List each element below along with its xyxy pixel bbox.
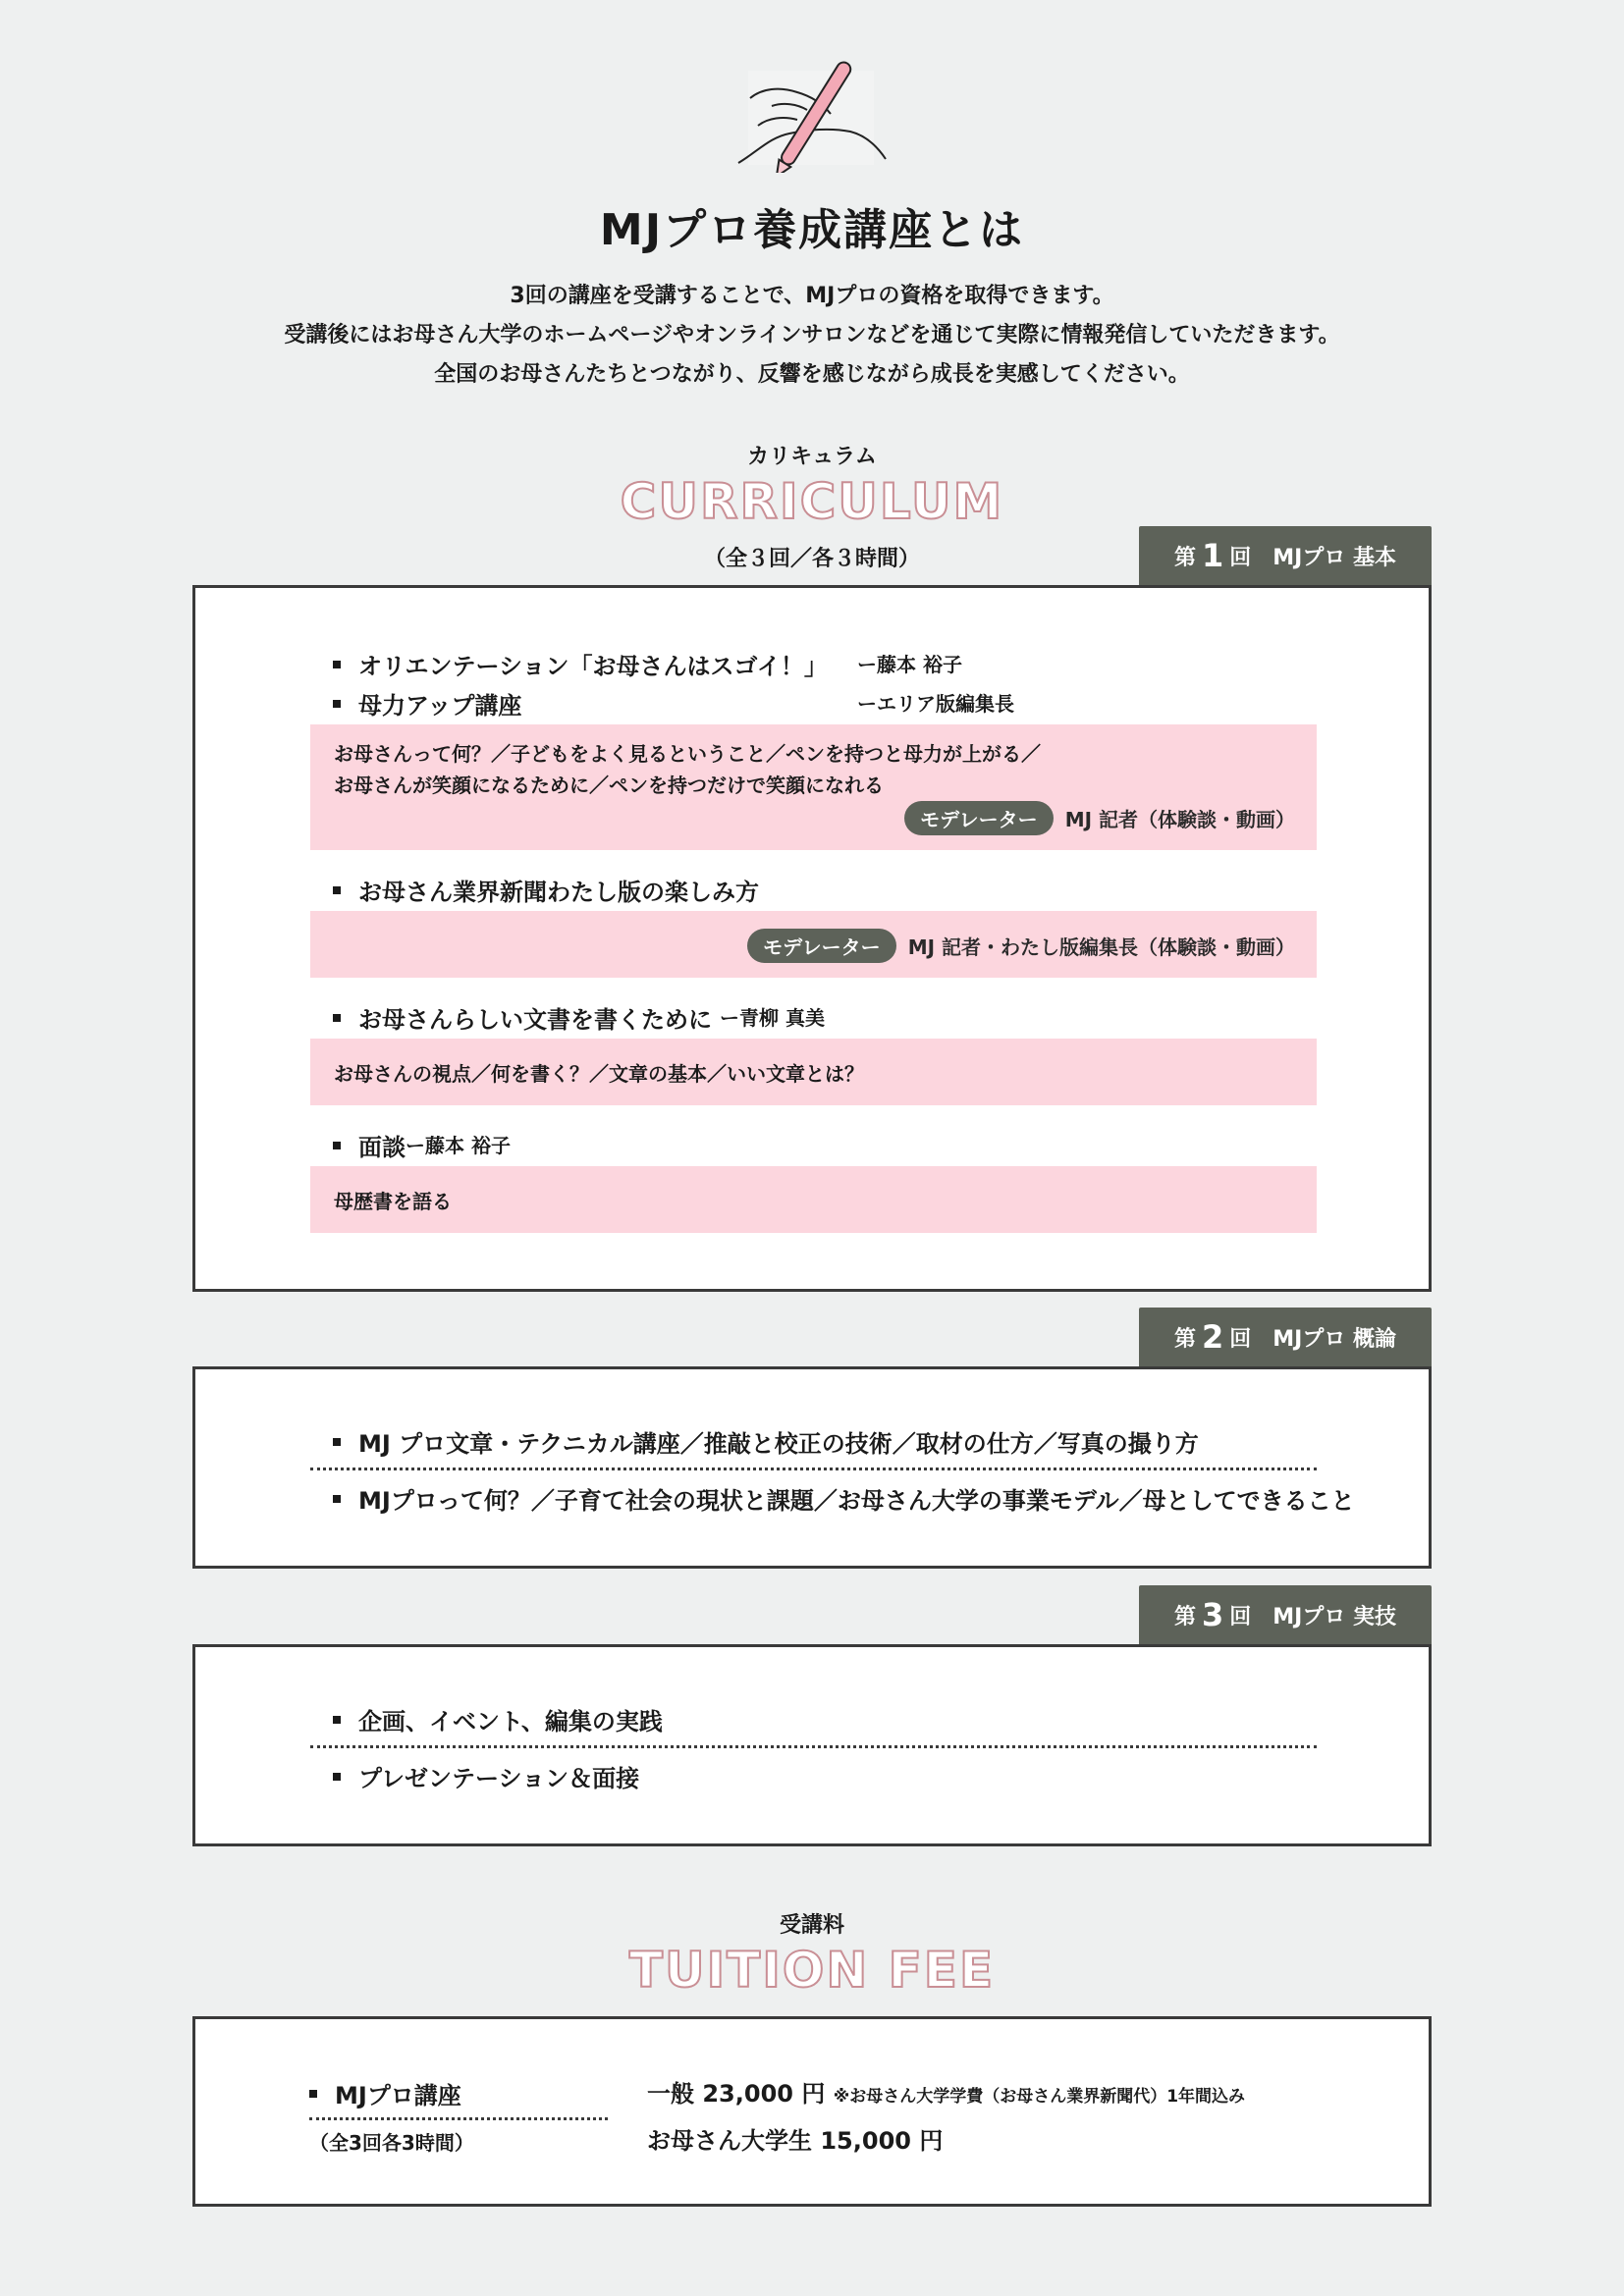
general-price: 23,000 円: [702, 2080, 826, 2108]
page-title: MJプロ養成講座とは: [599, 205, 1025, 255]
general-note: ※お母さん大学学費（お母さん業界新聞代）1年間込み: [833, 2087, 1246, 2107]
detail-text: お母さんが笑顔になるために／ペンを持つだけで笑顔になれる: [334, 774, 884, 797]
course-title: MJプロ講座: [335, 2082, 461, 2109]
moderator-row: [747, 929, 1295, 963]
item-title: MJ プロ文章・テクニカル講座／推敲と校正の技術／取材の仕方／写真の撮り方: [358, 1430, 1199, 1458]
bullet-icon: [309, 2090, 317, 2098]
moderator-text: MJ 記者（体験談・動画）: [1064, 808, 1295, 831]
list-item: [333, 1702, 663, 1736]
bullet-icon: [333, 1142, 341, 1149]
student-price: 15,000 円: [820, 2127, 944, 2155]
bullet-icon: [333, 1495, 341, 1503]
detail-box: [310, 1166, 1317, 1233]
session-prefix: 第: [1173, 545, 1196, 570]
moderator-badge: モデレーター: [747, 929, 896, 963]
list-item: [333, 1000, 712, 1035]
bullet-icon: [333, 1438, 341, 1446]
moderator-row: [904, 801, 1295, 835]
curriculum-note: （全３回／各３時間）: [703, 547, 920, 571]
detail-text: 母歴書を語る: [334, 1190, 452, 1213]
session-2-tab: [1139, 1308, 1432, 1366]
speaker: ーエリア版編集長: [857, 692, 1014, 716]
session-round: 回: [1229, 545, 1252, 570]
item-title: 母力アップ講座: [358, 692, 522, 720]
speaker: ー藤本 裕子: [857, 653, 962, 676]
curriculum-label-en: CURRICULUM: [620, 473, 1004, 530]
session-1-tab: [1139, 526, 1432, 585]
session-name: MJプロ 実技: [1272, 1604, 1397, 1629]
item-title: プレゼンテーション＆面接: [358, 1765, 640, 1792]
list-item: [333, 1128, 406, 1162]
session-name: MJプロ 基本: [1272, 545, 1397, 570]
session-2-box: [192, 1366, 1432, 1569]
bullet-icon: [333, 1773, 341, 1781]
session-number: 3: [1201, 1596, 1224, 1633]
course-name: [309, 2076, 461, 2110]
intro-line: 全国のお母さんたちとつながり、反響を感じながら成長を実感してください。: [434, 362, 1190, 387]
detail-box: [310, 1039, 1317, 1105]
list-item: [333, 873, 759, 907]
item-title: お母さんらしい文書を書くために: [358, 1006, 712, 1034]
tuition-label-en: TUITION FEE: [628, 1942, 996, 1999]
session-3-box: [192, 1644, 1432, 1846]
speaker: ー藤本 裕子: [406, 1134, 511, 1157]
session-number: 2: [1201, 1318, 1224, 1356]
list-item: [333, 686, 521, 721]
bullet-icon: [333, 661, 341, 668]
intro-line: 3回の講座を受講することで、MJプロの資格を取得できます。: [510, 284, 1114, 308]
moderator-badge: モデレーター: [904, 801, 1054, 835]
item-title: オリエンテーション「お母さんはスゴイ！」: [358, 653, 828, 680]
list-item: [333, 1759, 639, 1793]
session-round: 回: [1229, 1604, 1252, 1629]
list-item: [333, 1424, 1199, 1459]
moderator-text: MJ 記者・わたし版編集長（体験談・動画）: [907, 935, 1295, 959]
general-fee: [647, 2074, 1245, 2109]
curriculum-label-ja: カリキュラム: [747, 445, 877, 469]
divider: [309, 2117, 608, 2120]
session-prefix: 第: [1173, 1326, 1196, 1352]
session-3-tab: [1139, 1585, 1432, 1644]
list-item: [333, 647, 828, 681]
detail-text: お母さんの視点／何を書く？／文章の基本／いい文章とは？: [334, 1062, 864, 1086]
session-number: 1: [1201, 537, 1224, 574]
bullet-icon: [333, 1716, 341, 1724]
item-title: 企画、イベント、編集の実践: [358, 1708, 663, 1735]
detail-text: お母さんって何？／子どもをよく見るということ／ペンを持つと母力が上がる／: [334, 742, 1041, 766]
item-title: MJプロって何？／子育て社会の現状と課題／お母さん大学の事業モデル／母としてできること: [358, 1487, 1355, 1515]
bullet-icon: [333, 1014, 341, 1022]
list-item: [333, 1481, 1355, 1516]
session-prefix: 第: [1173, 1604, 1196, 1629]
intro-text: [0, 277, 1624, 395]
student-label: お母さん大学生: [647, 2127, 812, 2155]
session-round: 回: [1229, 1326, 1252, 1352]
divider: [310, 1745, 1317, 1748]
general-label: 一般: [647, 2080, 694, 2108]
tuition-label-ja: 受講料: [779, 1913, 844, 1938]
detail-box: [310, 911, 1317, 978]
course-note: （全3回各3時間）: [309, 2131, 474, 2155]
session-name: MJプロ 概論: [1272, 1326, 1397, 1352]
bullet-icon: [333, 700, 341, 708]
tuition-box: [192, 2016, 1432, 2207]
divider: [310, 1468, 1317, 1470]
pen-hand-icon: [729, 57, 895, 173]
student-fee: [647, 2121, 943, 2156]
detail-box: [310, 724, 1317, 850]
intro-line: 受講後にはお母さん大学のホームページやオンラインサロンなどを通じて実際に情報発信していただきます。: [284, 323, 1340, 347]
speaker: ー青柳 真美: [720, 1006, 825, 1030]
item-title: お母さん業界新聞わたし版の楽しみ方: [358, 879, 759, 906]
bullet-icon: [333, 886, 341, 894]
item-title: 面談: [358, 1134, 406, 1161]
session-1-box: [192, 585, 1432, 1292]
